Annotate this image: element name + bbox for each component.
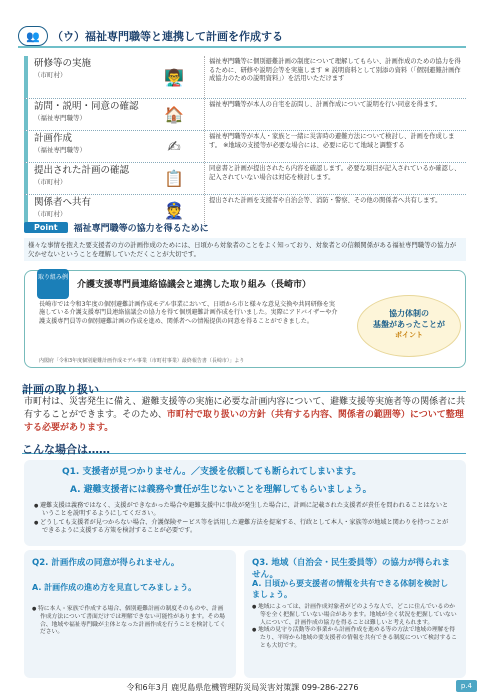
step-item — [24, 56, 466, 98]
step-item — [24, 162, 466, 194]
step-desc: 提出された計画を支援者や自治会等、消防・警察、その他の関係者へ共有します。 — [204, 195, 466, 226]
section-header — [18, 26, 466, 48]
question: Q1. 支援者が見つかりません。／支援を依頼しても断られてしまいます。 — [62, 467, 362, 477]
visit-icon: 🏠 — [164, 105, 184, 124]
bubble-line: ポイント — [395, 331, 423, 339]
step-sub: （福祉専門職等） — [34, 146, 86, 154]
checklist-icon: 📋 — [164, 169, 184, 188]
header-title: （ウ）福祉専門職等と連携して計画を作成する — [52, 30, 283, 43]
step-sub: （市町村） — [34, 71, 67, 79]
step-sub: （福祉専門職等） — [34, 114, 86, 122]
step-desc: 福祉専門職等が本人の自宅を訪問し、計画作成について説明を行い同意を得ます。 — [204, 99, 466, 130]
qa-box-2 — [24, 550, 236, 678]
writing-icon: ✍ — [167, 137, 181, 156]
handling-body — [24, 396, 468, 435]
qa-box-3 — [244, 550, 466, 678]
body-text: 市町村は、災害発生に備え、避難支援等の実施に必要な計画内容について、避難支援等実施者等の関係者に共有することができます。そのため、 — [24, 397, 466, 420]
answer-list — [32, 606, 228, 637]
point-heading — [24, 220, 466, 234]
step-title: 計画作成 — [34, 133, 73, 144]
list-item: ● どうしても支援者が見つからない場合、介護保険サービス等を活用した避難方法を提案する、行政として本人・家族等が地域と関わりを持つことができるように支援する方策を検討することが必要です。 — [34, 519, 454, 536]
step-desc: 福祉専門職等に個別避難計画の制度について理解してもらい、計画作成のための協力を得るために、研修や説明会等を実施します ※ 説明資料として別添の資料（「個別避難計画作成協力のための説明資料」）を活用いただけます — [204, 56, 466, 98]
answer: A. 計画作成の進め方を見直してみましょう。 — [32, 583, 197, 592]
answer: A. 日頃から要支援者の情報を共有できる体制を検討しましょう。 — [252, 579, 449, 599]
bubble-line: 協力体制の — [389, 309, 429, 318]
case-study-box — [24, 270, 466, 368]
step-desc: 同意書と計画が提出されたら内容を確認します。必要な項目が記入されているか確認し、記入されていない場合は対応を検討します。 — [204, 163, 466, 194]
people-icon: 👥 — [18, 26, 48, 46]
steps-list — [24, 56, 466, 226]
case-note: 内閣府「令和3年度個別避難計画作成モデル事業（市町村事業）最終報告書（長崎市）」より — [39, 358, 245, 364]
case-badge: 取り組み例 — [37, 269, 69, 299]
list-item: ● 避難支援は義務ではなく、支援ができなかった場合や避難支援中に事故が発生した場合に、計画に記載された支援者が責任を問われることはないということを説明するようにしてください。 — [34, 502, 454, 519]
step-sub: （市町村） — [34, 178, 67, 186]
step-sub: （市町村） — [34, 210, 67, 218]
section-title: 計画の取り扱い — [22, 383, 99, 396]
answer: A. 避難支援者には義務や責任が生じないことを理解してもらいましょう。 — [70, 485, 372, 495]
step-item — [24, 98, 466, 130]
case-body: 長崎市では令和3年度の個別避難計画作成モデル事業において、日頃から市と様々な意見交換や共同研修を実施している介護支援専門員連絡協議会の協力を得て個別避難計画作成を行いました。実際にアドバイザーや介護支援専門員等の個別避難計画の作成を進め、関係者への情報提供の同意を得ることができました。 — [39, 301, 338, 325]
list-item: ● 特に本人・家族で作成する場合、個別避難計画の制度そのものや、計画作成方法について書面だけでは理解できない可能性があります。その場合、地域や福祉専門職が主体となった計画作成を行うことを検討してください。 — [32, 606, 228, 637]
list-item: ● 地域の見守り活動等の事業から計画作成を進める等の方法で地域の理解を得たり、平時から地域の要支援者の情報を共有できる制度について検討することも大切です。 — [252, 627, 460, 650]
point-title: 福祉専門職等の協力を得るために — [73, 223, 209, 234]
question: Q2. 計画作成の同意が得られません。 — [32, 558, 180, 568]
step-item — [24, 130, 466, 162]
step-title: 提出された計画の確認 — [34, 165, 130, 176]
case-title: 介護支援専門員連絡協議会と連携した取り組み（長崎市） — [77, 280, 312, 290]
qa-box-1 — [24, 460, 466, 546]
answer-list — [252, 604, 460, 651]
step-title: 研修等の実施 — [34, 58, 92, 69]
section-title-cases — [22, 438, 466, 454]
point-text: 様々な事情を抱えた要支援者の方の計画作成のためには、日頃から対象者のことをよく知っており、対象者との信頼関係がある福祉専門職等の協力が欠かせないということを理解していただくことが大切です。 — [24, 238, 466, 261]
footer-text: 令和6年3月 鹿児島県危機管理防災局災害対策課 099-286-2276 — [126, 682, 359, 692]
section-title: こんな場合は…… — [22, 443, 110, 456]
step-title: 訪問・説明・同意の確認 — [34, 101, 139, 112]
bubble-line: 基盤があったことが — [373, 320, 445, 329]
training-icon: 👨‍🏫 — [164, 67, 184, 87]
point-bubble — [357, 295, 461, 357]
body-emphasis: 市町村で取り扱いの方針（共有する内容、関係者の範囲等）について整理する必要があります。 — [24, 410, 464, 433]
question: Q3. 地域（自治会・民生委員等）の協力が得られません。 — [252, 558, 450, 580]
point-tag: Point — [24, 222, 68, 233]
step-desc: 福祉専門職等が本人・家族と一緒に災害時の避難方法について検討し、計画を作成します。 ※地域の支援等が必要な場合には、必要に応じて地域と調整する — [204, 131, 466, 162]
footer — [0, 680, 485, 694]
step-title: 関係者へ共有 — [34, 197, 92, 208]
share-icon: 👮 — [164, 201, 184, 220]
list-item: ● 地域によっては、計画作成対象者がどのような人で、どこに住んでいるのか等を全く把握していない場合があります。地域が全く状況を把握していない人について、計画作成の協力を得ることは難しいと考えられます。 — [252, 604, 460, 627]
section-title-handling — [22, 378, 466, 396]
page-number: p.4 — [456, 680, 477, 692]
answer-list — [34, 502, 454, 536]
